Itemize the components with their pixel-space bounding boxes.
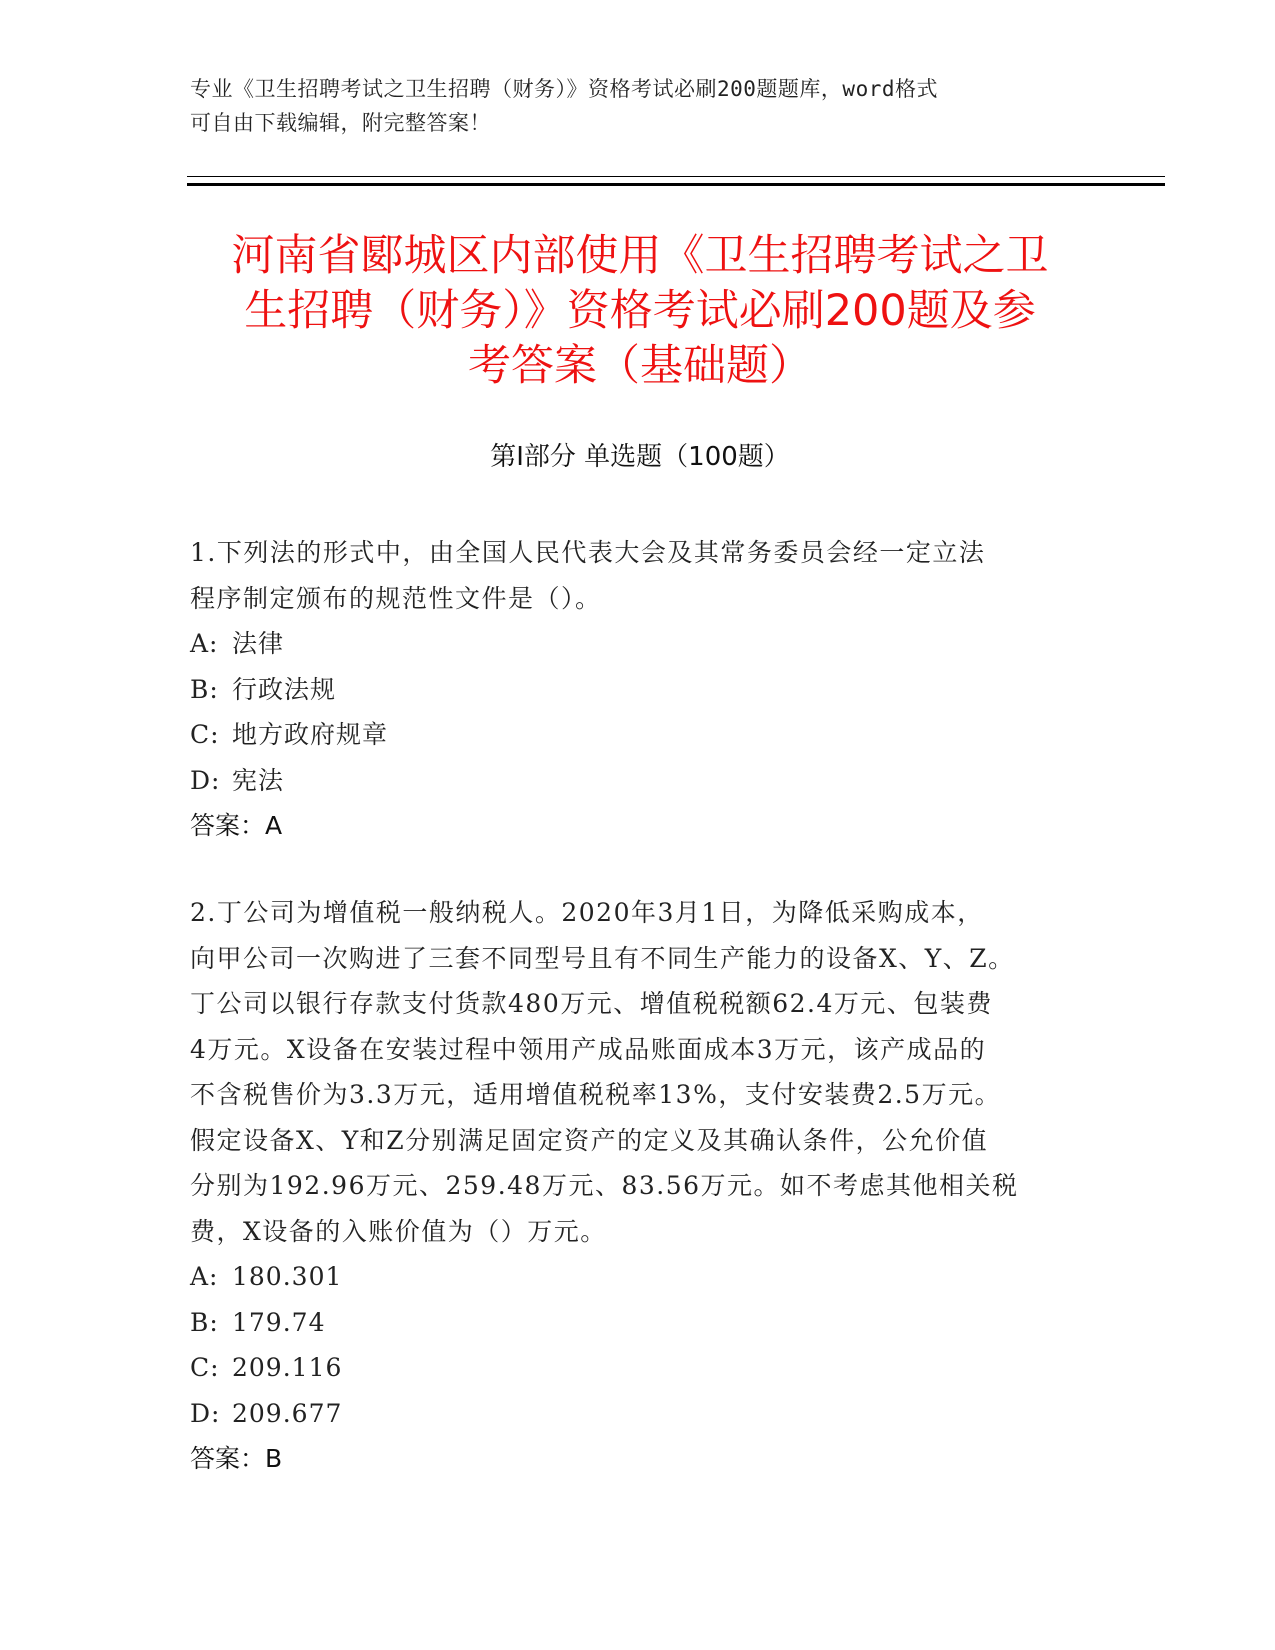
question-stem-line: 向甲公司一次购进了三套不同型号且有不同生产能力的设备X、Y、Z。 [190,943,1015,973]
option-key: B: [190,1307,219,1337]
option-key: B: [190,674,219,704]
option-a [190,621,1090,667]
question-stem-line: 丁公司以银行存款支付货款480万元、增值税税额62.4万元、包装费 [190,989,993,1018]
answer: 答案：A [190,811,283,840]
header-note-line: 专业《卫生招聘考试之卫生招聘（财务）》资格考试必刷200题题库，word格式 [190,77,938,101]
option-text: 180.301 [232,1262,343,1291]
option-c [190,1345,1090,1391]
option-key: D: [190,1398,221,1428]
question-2 [190,890,1090,1482]
header-divider-thick [187,183,1165,186]
option-text: 地方政府规章 [232,720,389,749]
option-key: A: [190,629,219,658]
document-title [190,229,1090,394]
header-divider-thin [187,176,1165,177]
answer: 答案：B [190,1444,283,1473]
question-stem-line: 不含税售价为3.3万元，适用增值税税率13%，支付安装费2.5万元。 [190,1080,1002,1109]
option-key: A: [190,1262,219,1291]
question-stem-line: 4万元。X设备在安装过程中领用产成品账面成本3万元，该产成品的 [190,1034,987,1064]
option-b [190,1300,1090,1346]
option-key: D: [190,765,221,795]
question-stem-line: 1.下列法的形式中，由全国人民代表大会及其常务委员会经一定立法 [190,538,986,567]
title-line: 河南省郾城区内部使用《卫生招聘考试之卫 [231,231,1049,281]
option-text: 行政法规 [232,674,337,704]
question-stem-line: 费，X设备的入账价值为（）万元。 [190,1216,607,1246]
option-a [190,1254,1090,1300]
question-stem-line: 程序制定颁布的规范性文件是（）。 [190,583,602,613]
section-heading: 第Ⅰ部分 单选题（100题） [490,442,790,472]
option-d [190,1391,1090,1437]
question-stem-line: 分别为192.96万元、259.48万元、83.56万元。如不考虑其他相关税 [190,1171,1019,1200]
option-text: 209.677 [232,1398,343,1428]
question-stem-line: 2.丁公司为增值税一般纳税人。2020年3月1日，为降低采购成本， [190,898,984,927]
header-note [190,72,1090,140]
title-line: 考答案（基础题） [468,341,812,391]
option-text: 179.74 [232,1307,326,1337]
option-text: 209.116 [232,1353,343,1382]
option-text: 法律 [232,629,285,658]
header-note-line: 可自由下载编辑，附完整答案！ [190,111,491,135]
question-stem-line: 假定设备X、Y和Z分别满足固定资产的定义及其确认条件，公允价值 [190,1125,989,1155]
option-key: C: [190,720,220,749]
option-d [190,758,1090,804]
question-1 [190,530,1090,849]
option-c [190,712,1090,758]
option-key: C: [190,1353,220,1382]
title-line: 生招聘（财务）》资格考试必刷200题及参 [244,286,1036,336]
option-b [190,667,1090,713]
option-text: 宪法 [232,765,285,795]
